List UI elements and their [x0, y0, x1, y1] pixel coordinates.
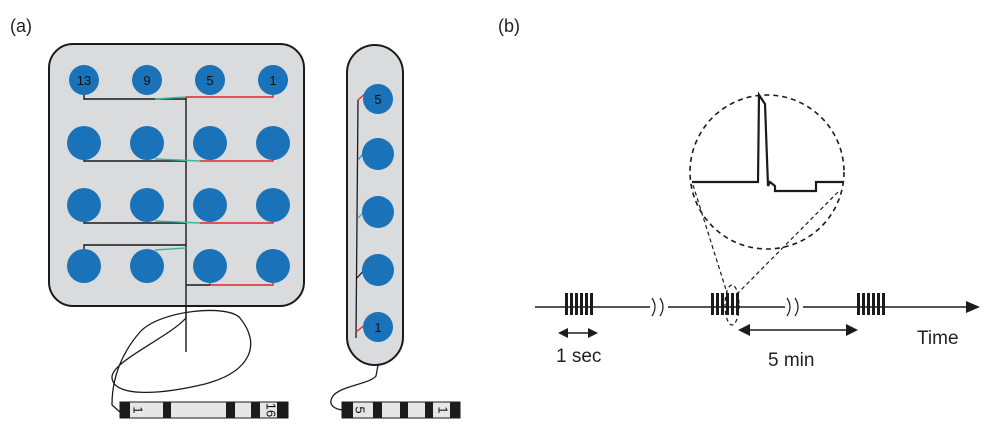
zoom-inset — [690, 95, 844, 249]
grid-electrode-label: 13 — [76, 73, 92, 88]
grid-electrode — [256, 249, 290, 283]
grid-electrode-label: 9 — [143, 73, 151, 88]
grid-electrode-label: 1 — [269, 73, 277, 88]
time-axis-label: Time — [917, 328, 959, 349]
pulse-train — [565, 293, 593, 315]
strip-connector-band — [342, 402, 353, 418]
grid-electrode — [130, 188, 164, 222]
strip-connector-band — [373, 402, 382, 418]
strip-electrode — [362, 138, 394, 170]
strip-connector — [342, 402, 460, 418]
strip-electrode-label: 1 — [374, 320, 382, 335]
time-axis-arrowhead — [966, 301, 980, 313]
panel-a-label: (a) — [10, 16, 32, 36]
scale-bar-long — [738, 324, 858, 371]
strip-electrode-label: 5 — [374, 92, 382, 107]
strip-electrode — [362, 254, 394, 286]
grid-electrode — [67, 126, 101, 160]
grid-connector-band — [163, 402, 171, 418]
grid-electrode — [67, 249, 101, 283]
grid-electrode — [67, 188, 101, 222]
grid-cable — [112, 306, 251, 412]
pulse-train — [857, 293, 885, 315]
grid-connector-label: 16 — [263, 402, 279, 418]
strip-connector-band — [425, 402, 433, 418]
strip-electrode-array — [347, 45, 403, 365]
scale-bar-short — [556, 328, 601, 367]
strip-connector-label: 1 — [435, 406, 451, 414]
grid-electrode-array — [49, 44, 304, 352]
scale-long-label: 5 min — [768, 350, 815, 371]
grid-electrode — [130, 249, 164, 283]
grid-electrode — [193, 249, 227, 283]
grid-connector — [120, 402, 288, 418]
time-axis — [535, 296, 980, 349]
scale-short-label: 1 sec — [556, 346, 602, 367]
grid-electrode — [193, 126, 227, 160]
grid-connector-band — [120, 402, 130, 418]
axis-break — [785, 296, 803, 318]
grid-electrode-label: 5 — [206, 73, 214, 88]
grid-electrode — [256, 126, 290, 160]
strip-electrode — [362, 196, 394, 228]
grid-connector-band — [226, 402, 235, 418]
grid-connector-label: 1 — [130, 406, 146, 414]
strip-connector-label: 5 — [352, 406, 368, 414]
grid-connector-band — [251, 402, 260, 418]
grid-electrode — [256, 188, 290, 222]
strip-connector-band — [400, 402, 408, 418]
axis-break — [650, 296, 668, 318]
grid-electrode — [130, 126, 164, 160]
grid-electrode — [193, 188, 227, 222]
panel-b-label: (b) — [498, 16, 520, 36]
